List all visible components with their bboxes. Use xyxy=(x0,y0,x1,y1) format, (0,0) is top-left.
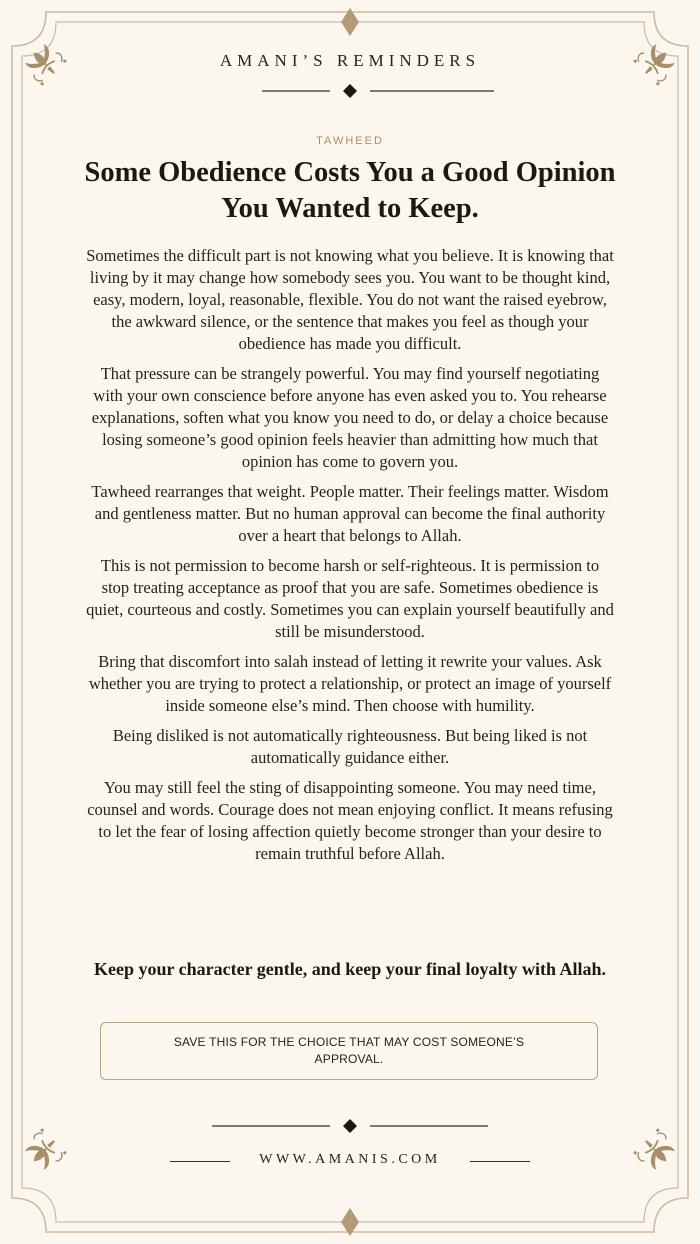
footer-website-row xyxy=(0,1152,700,1172)
save-note-box xyxy=(100,1022,598,1080)
article-body xyxy=(86,245,614,873)
paragraph: Being disliked is not automatically righteousness. But being liked is not automatically guidance either. xyxy=(112,726,588,767)
paragraph: This is not permission to become harsh or self-righteous. It is permission to stop treating acceptance as proof that you are safe. Sometimes obedience is quiet, courteous and costly. Sometimes you can explain yourself beautifully and still be misunderstood. xyxy=(86,556,614,641)
paragraph: Bring that discomfort into salah instead of letting it rewrite your values. Ask whether you are trying to protect a relationship, or protect an image of yourself inside someone else’s mind. Then choose with humility. xyxy=(88,652,612,715)
paragraph: Tawheed rearranges that weight. People matter. Their feelings matter. Wisdom and gentleness matter. But no human approval can become the final authority over a heart that belongs to Allah. xyxy=(91,482,609,545)
closing-statement: Keep your character gentle, and keep your final loyalty with Allah. xyxy=(94,959,606,979)
paragraph: You may still feel the sting of disappointing someone. You may need time, counsel and words. Courage does not mean enjoying conflict. It means refusing to let the fear of losing affection quietly become stronger than your desire to remain truthful before Allah. xyxy=(87,778,613,863)
footer-divider xyxy=(0,1112,700,1142)
footer-rule-right xyxy=(470,1161,530,1162)
diamond-icon xyxy=(343,1119,357,1133)
header-divider xyxy=(0,76,700,106)
diamond-icon xyxy=(343,84,357,98)
paragraph: Sometimes the difficult part is not knowing what you believe. It is knowing that living by it may change how somebody sees you. You want to be thought kind, easy, modern, loyal, reasonable, flexible. You do not want the raised eyebrow, the awkward silence, or the sentence that makes you feel as though your obedience has made you difficult. xyxy=(86,246,614,353)
brand-name: AMANI’S REMINDERS xyxy=(219,51,481,70)
paragraph: That pressure can be strangely powerful. You may find yourself negotiating with your own conscience before anyone has even asked you to. You rehearse explanations, soften what you know you need to do, or delay a choice because losing someone’s good opinion feels heavier than admitting how much that opinion has come to govern you. xyxy=(91,364,609,471)
category-label: TAWHEED xyxy=(316,135,384,147)
website-link[interactable]: WWW.AMANIS.COM xyxy=(259,1152,441,1167)
save-note-text: SAVE THIS FOR THE CHOICE THAT MAY COST SOMEONE’S APPROVAL. xyxy=(173,1035,525,1066)
article-title: Some Obedience Costs You a Good Opinion You Wanted to Keep. xyxy=(84,157,616,224)
